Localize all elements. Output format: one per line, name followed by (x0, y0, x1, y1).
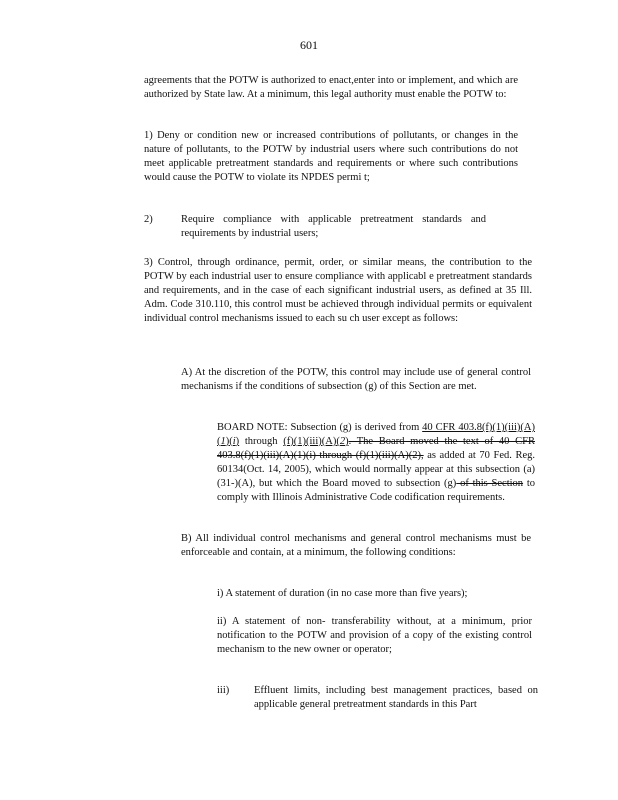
board-note (217, 421, 535, 505)
list-item-b-iii (254, 684, 538, 712)
intro-paragraph (144, 74, 518, 102)
list-item-2 (181, 213, 486, 241)
board-note-text-1: BOARD NOTE: Subsection (g) is derived from (217, 422, 423, 433)
intro-text: agreements that the POTW is authorized to enact,enter into or implement, and which are authorized by State law. At a minimum, this legal authority must enable the POTW to: (144, 75, 518, 100)
list-item-b (181, 532, 531, 560)
list-text-b-ii: A statement of non- transferability without, at a minimum, prior notification to the POTW and provision of a copy of the existing control mechanism to the new owner or operator; (217, 616, 533, 655)
list-marker-b-iii-box (217, 684, 249, 698)
cite-2-close: ) (345, 436, 349, 447)
board-note-deleted-1: . The Board moved the text of 40 CFR 403.8(f)(1)(iii)(A)(1)(i) through (f)(1)(iii)(A)(2), (217, 436, 535, 461)
cite-1-italic: 1 (220, 436, 226, 447)
list-marker-1: 1) (144, 130, 153, 141)
list-marker-2-box (144, 213, 174, 227)
list-marker-b-i: i) (217, 588, 224, 599)
list-text-1: Deny or condition new or increased contributions of pollutants, or changes in the nature of pollutants, to the POTW by industrial users where such contributions do not meet applicable pretreatment standards and requirements or where such contributions would cause the POTW to violate its NPDES permi t; (144, 130, 518, 183)
board-note-text-2: as added at 70 Fed. Reg. 60134(Oct. 14, 2005), which would normally appear at this subsection (a)(31-)(A), but which the Board moved to subsection (g) (217, 450, 535, 489)
list-item-b-ii (217, 615, 532, 657)
list-marker-b-ii: ii) (217, 616, 227, 627)
list-text-b-i: A statement of duration (in no case more than five years); (225, 588, 468, 599)
board-note-cite-2 (283, 436, 348, 447)
list-text-a: At the discretion of the POTW, this control may include use of general control mechanisms if the conditions of subsection (g) of this Section are met. (181, 367, 531, 392)
cite-2-part: (f)(1)(iii)(A)( (283, 436, 340, 447)
list-item-3 (144, 256, 532, 326)
list-marker-2: 2) (144, 214, 153, 225)
list-item-a (181, 366, 531, 394)
board-note-text-3: to comply with Illinois Administrative Code codification requirements. (217, 478, 535, 503)
cite-1-part: 40 CFR 403.8(f)(1)(iii)(A)( (217, 422, 535, 447)
list-item-b-i (217, 587, 517, 601)
page-number: 601 (300, 38, 318, 52)
list-marker-b-iii: iii) (217, 685, 230, 696)
list-marker-b: B) (181, 533, 192, 544)
list-marker-3: 3) (144, 257, 153, 268)
list-text-b: All individual control mechanisms and general control mechanisms must be enforceable and contain, at a minimum, the following conditions: (181, 533, 532, 558)
board-note-deleted-2: of this Section (456, 478, 524, 489)
cite-2-italic: 2 (339, 436, 346, 447)
board-note-through: through (239, 436, 284, 447)
list-marker-a: A) (181, 367, 193, 378)
list-text-2: Require compliance with applicable pretreatment standards and requirements by industrial users; (181, 214, 486, 239)
cite-1-italic-i: i (232, 436, 236, 447)
list-text-3: Control, through ordinance, permit, order, or similar means, the contribution to the POTW by each industrial user to ensure compliance with applicabl e pretreatment standards and requirements, and in the case of each significant industrial users, as defined at 35 Ill. Adm. Code 310.110, this control must be achieved through individual permits or equivalent individual control mechanisms issued to each su ch user except as follows: (144, 257, 533, 324)
cite-1-close: ) (235, 436, 240, 447)
cite-1-paren: )( (225, 436, 233, 447)
list-item-1 (144, 129, 518, 185)
list-text-b-iii: Effluent limits, including best management practices, based on applicable general pretreatment standards in this Part (254, 685, 538, 710)
